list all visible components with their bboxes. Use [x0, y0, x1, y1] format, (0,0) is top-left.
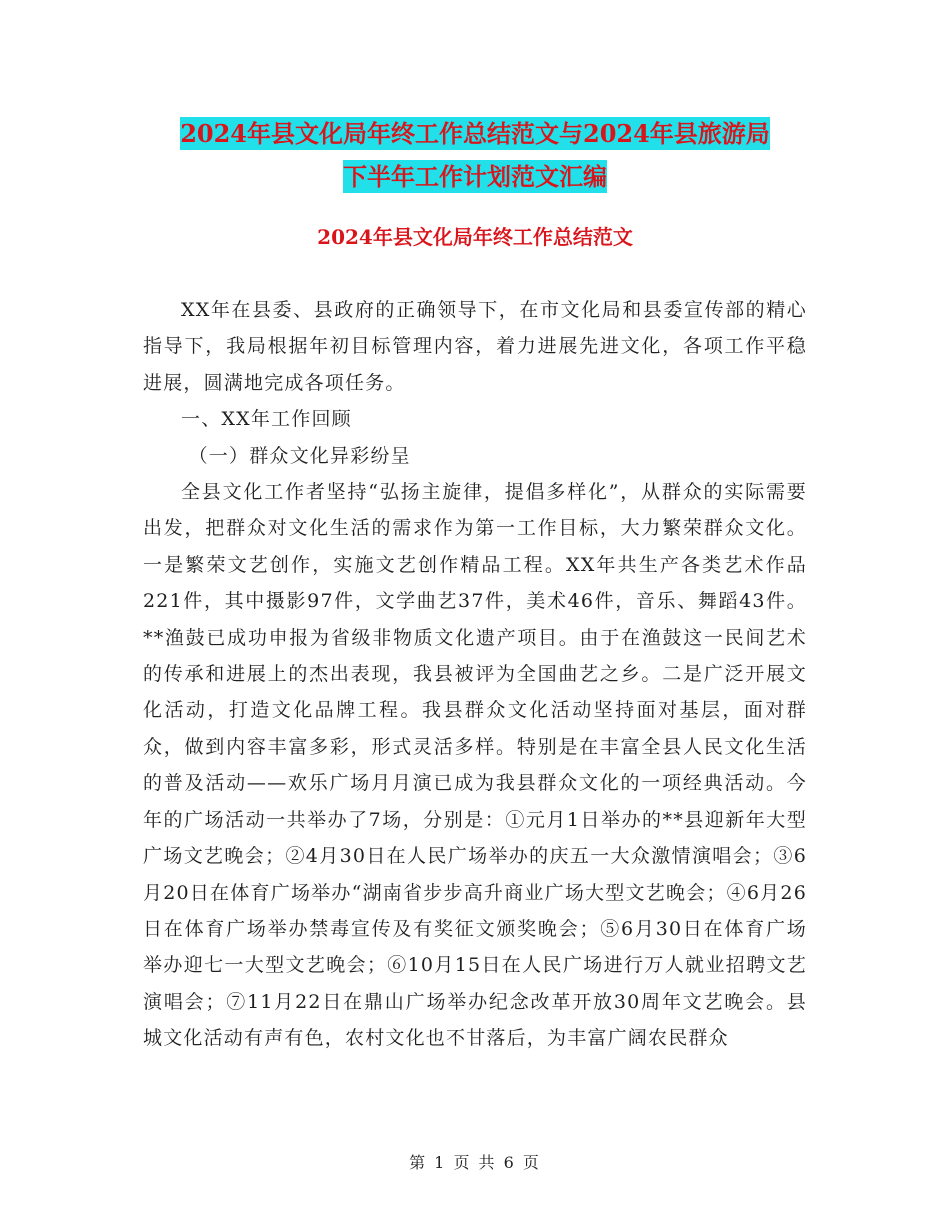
document-title-line-1: 2024年县文化局年终工作总结范文与2024年县旅游局: [180, 119, 770, 148]
subsection-heading-mass-culture: （一）群众文化异彩纷呈: [188, 444, 411, 467]
document-body: [143, 292, 807, 1057]
section-heading-review: 一、XX年工作回顾: [181, 408, 352, 431]
document-title: [0, 112, 950, 198]
page-footer: 第 1 页 共 6 页: [409, 1153, 541, 1172]
mass-culture-paragraph: 全县文化工作者坚持“弘扬主旋律，提倡多样化”，从群众的实际需要出发，把群众对文化生活的需求作为第一工作目标，大力繁荣群众文化。一是繁荣文艺创作，实施文艺创作精品工程。XX年共生产各类艺术作品221件，其中摄影97件，文学曲艺37件，美术46件，音乐、舞蹈43件。**渔鼓已成功申报为省级非物质文化遗产项目。由于在渔鼓这一民间艺术的传承和进展上的杰出表现，我县被评为全国曲艺之乡。二是广泛开展文化活动，打造文化品牌工程。我县群众文化活动坚持面对基层，面对群众，做到内容丰富多彩，形式灵活多样。特别是在丰富全县人民文化生活的普及活动——欢乐广场月月演已成为我县群众文化的一项经典活动。今年的广场活动一共举办了7场，分别是：①元月1日举办的**县迎新年大型广场文艺晚会；②4月30日在人民广场举办的庆五一大众激情演唱会；③6月20日在体育广场举办“湖南省步步高升商业广场大型文艺晚会；④6月26日在体育广场举办禁毒宣传及有奖征文颁奖晚会；⑤6月30日在体育广场举办迎七一大型文艺晚会；⑥10月15日在人民广场进行万人就业招聘文艺演唱会；⑦11月22日在鼎山广场举办纪念改革开放30周年文艺晚会。县城文化活动有声有色，农村文化也不甘落后，为丰富广阔农民群众: [143, 481, 807, 1050]
intro-paragraph: XX年在县委、县政府的正确领导下，在市文化局和县委宣传部的精心指导下，我局根据年初目标管理内容，着力进展先进文化，各项工作平稳进展，圆满地完成各项任务。: [143, 299, 807, 394]
document-title-line-2: 下半年工作计划范文汇编: [343, 162, 607, 191]
section-title: 2024年县文化局年终工作总结范文: [317, 225, 633, 249]
